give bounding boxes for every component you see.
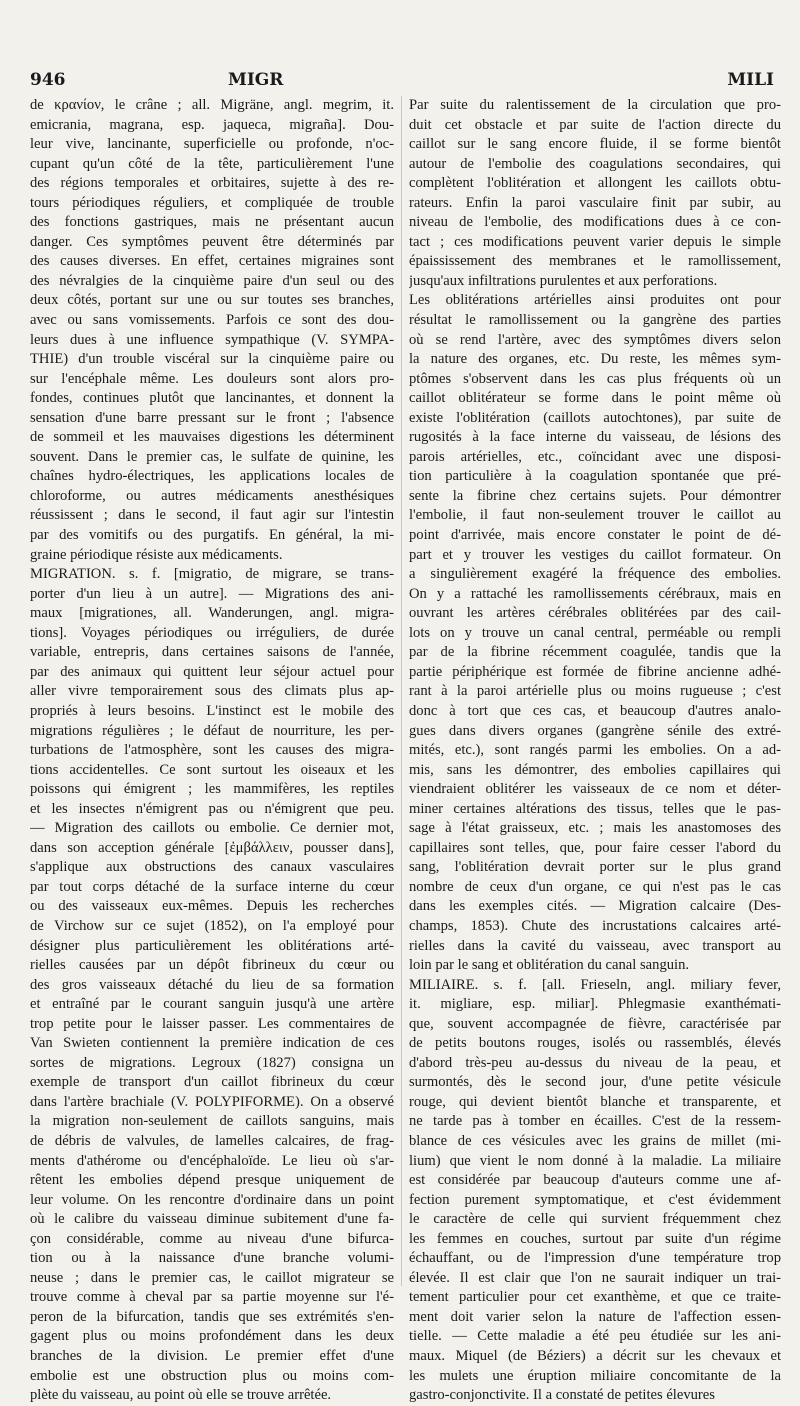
text-line: MILIAIRE. s. f. [all. Frieseln, angl. miliary fever, — [409, 976, 781, 993]
text-line: élevée. Il est clair que l'on ne saurait indiquer un trai- — [409, 1269, 781, 1286]
text-line: it. migliare, esp. miliar]. Phlegmasie exanthémati- — [409, 996, 781, 1013]
text-line: de petits boutons rouges, isolés ou rassemblés, élevés — [409, 1035, 781, 1052]
text-line: complètent l'oblitération et allongent les caillots obtu- — [409, 175, 781, 192]
text-line: les mulets une éruption miliaire concomitante de la — [409, 1367, 781, 1384]
text-line: le caractère de celle qui survient fréquemment chez — [409, 1211, 781, 1228]
text-line: par tout corps détaché de la surface interne du cœur — [30, 878, 394, 895]
text-line: cupant qu'un côté de la tête, particulièrement l'une — [30, 155, 394, 172]
text-line: caillot oblitérateur se forme dans le point même où — [409, 390, 781, 407]
text-line: Les oblitérations artérielles ainsi produites ont pour — [409, 292, 781, 309]
column-divider — [401, 96, 402, 1286]
text-line: ne tarde pas à tomber en écailles. C'est de la ressem- — [409, 1113, 781, 1130]
text-line: maux [migrationes, all. Wanderungen, angl. migra- — [30, 605, 394, 622]
text-line: sortes de migrations. Legroux (1827) consigna un — [30, 1054, 394, 1071]
text-line: sensation d'une barre pressant sur le front ; l'absence — [30, 409, 394, 426]
text-line: plète du vaisseau, au point où elle se trouve arrêtée. — [30, 1387, 332, 1404]
text-line: tions accidentelles. Ce sont surtout les oiseaux et les — [30, 761, 394, 778]
text-line: point d'arrivée, mais encore constater le point de dé- — [409, 527, 781, 544]
text-line: propriés à leurs besoins. L'instinct est le mobile des — [30, 702, 394, 719]
text-line: Van Swieten contiennent la première indication de ces — [30, 1035, 394, 1052]
text-line: l'embolie, il faut non-seulement trouver le caillot au — [409, 507, 781, 524]
text-line: jusqu'aux infiltrations purulentes et aux perforations. — [409, 272, 718, 289]
text-line: de Virchow sur ce sujet (1852), on l'a employé pour — [30, 917, 394, 934]
text-line: fection purement symptomatique, et c'est évidemment — [409, 1191, 781, 1208]
text-line: partie périphérique est formée de fibrine ancienne adhé- — [409, 663, 781, 680]
text-line: gagent plus ou moins profondément dans les deux — [30, 1328, 394, 1345]
text-line: ment doit varier selon la nature de l'affection essen- — [409, 1308, 781, 1325]
text-line: maux. Miquel (de Béziers) a décrit sur les chevaux et — [409, 1348, 781, 1364]
text-line: résultat le ramollissement ou la gangrène des parties — [409, 312, 781, 329]
text-line: donc à tort que ces cas, et beaucoup d'autres analo- — [409, 702, 781, 719]
text-line: et entraîné par le courant sanguin jusqu'à une artère — [30, 996, 394, 1013]
right-column — [409, 96, 781, 1406]
text-line: part et y trouver les vestiges du caillot formateur. On — [409, 546, 781, 563]
text-line: de sommeil et les mauvaises digestions les déterminent — [30, 429, 394, 446]
text-line: THIE) d'un trouble viscéral sur la cinquième paire ou — [30, 351, 394, 368]
text-line: où le calibre du vaisseau diminue subitement d'une fa- — [30, 1211, 394, 1228]
text-line: par de la fibrine récemment coagulée, tandis que la — [409, 644, 781, 661]
text-line: graine périodique résiste aux médicaments. — [30, 546, 283, 563]
text-line: niveau de l'embolie, des modifications dues à ce con- — [409, 214, 781, 231]
right-running-head: MILI — [727, 70, 774, 90]
text-line: rielles causées par un dépôt fibrineux du cœur ou — [30, 957, 394, 974]
text-line: réussissent ; dans le second, il faut agir sur l'intestin — [30, 507, 394, 524]
text-line: blance de ces vésicules avec les grains de millet (mi- — [409, 1132, 781, 1149]
text-line: épaississement des membranes et le ramollissement, — [409, 253, 781, 270]
text-line: exemple de transport d'un caillot fibrineux du cœur — [30, 1074, 394, 1091]
text-line: loin par le sang et oblitération du canal sanguin. — [409, 957, 690, 974]
text-line: les femmes en couches, surtout par suite d'un régime — [409, 1230, 781, 1247]
text-line: a singulièrement exagéré la fréquence des embolies. — [409, 566, 781, 583]
text-line: gastro-conjonctivite. Il a constaté de petites élevures — [409, 1387, 715, 1404]
text-line: embolie est une obstruction plus ou moins com- — [30, 1367, 394, 1384]
text-line: poissons qui émigrent ; les mammifères, les reptiles — [30, 781, 394, 798]
text-line: d'abord très-peu au-dessus du niveau de la peau, et — [409, 1054, 781, 1071]
text-line: On y a rattaché les ramollissements cérébraux, mais en — [409, 585, 781, 602]
text-line: des causes diverses. En effet, certaines migraines sont — [30, 253, 394, 270]
text-line: lium) que vient le nom donné à la maladie. La miliaire — [409, 1152, 781, 1169]
text-line: duit cet obstacle et par suite de l'action directe du — [409, 116, 781, 133]
text-line: rielles dans la cavité du vaisseau, avec transport au — [409, 937, 781, 954]
text-line: tion particulière à la coagulation spontanée que pré- — [409, 468, 781, 485]
text-line: deux côtés, portant sur une ou sur toutes ses branches, — [30, 292, 394, 309]
text-line: tours périodiques réguliers, et compliquée de trouble — [30, 194, 394, 211]
text-line: trop petite pour le laisser passer. Les commentaires de — [30, 1015, 394, 1032]
text-line: la migration non-seulement de caillots sanguins, mais — [30, 1113, 394, 1130]
text-line: chloroforme, ou autres médicaments anesthésiques — [30, 487, 394, 504]
text-line: rateurs. Enfin la paroi vasculaire finit par subir, au — [409, 194, 781, 211]
text-line: branches de la division. Le premier effet d'une — [30, 1348, 394, 1364]
text-line: de débris de valvules, de lamelles calcaires, de frag- — [30, 1132, 394, 1149]
text-line: ouvrant les artères cérébrales oblitérées par des cail- — [409, 605, 781, 622]
text-line: neuse ; dans le premier cas, le caillot migrateur se — [30, 1269, 394, 1286]
text-line: où se rend l'artère, avec des symptômes divers selon — [409, 331, 781, 348]
text-line: variable, entrepris, dans certaines saisons de l'année, — [30, 644, 394, 661]
text-line: — Migration des caillots ou embolie. Ce dernier mot, — [30, 820, 394, 837]
text-line: dans les exemples cités. — Migration calcaire (Des- — [409, 898, 781, 915]
text-line: souvent. Dans le premier cas, le sulfate de quinine, les — [30, 448, 394, 465]
text-line: trouve comme à cheval par sa partie moyenne sur l'é- — [30, 1289, 394, 1306]
text-line: que, souvent accompagnée de fièvre, caractérisée par — [409, 1015, 781, 1032]
text-line: ou des vaisseaux eux-mêmes. Depuis les recherches — [30, 898, 394, 915]
text-line: ptômes s'observent dans les cas plus fréquents où un — [409, 370, 781, 387]
text-line: des régions temporales et orbitaires, sujette à des re- — [30, 175, 394, 192]
text-line: la nature des organes, etc. Du reste, les mêmes sym- — [409, 351, 781, 368]
text-line: désigner plus particulièrement les oblitérations arté- — [30, 937, 394, 954]
text-line: sang, l'oblitération devrait porter sur le plus grand — [409, 859, 781, 876]
left-column — [30, 96, 394, 1406]
text-line: leur vive, lancinante, superficielle ou profonde, n'oc- — [30, 136, 394, 153]
text-line: des névralgies de la cinquième paire d'un seul ou des — [30, 272, 394, 289]
text-line: par des vomitifs ou des purgatifs. En général, la mi- — [30, 527, 394, 544]
text-line: sente la fibrine chez certains sujets. Pour démontrer — [409, 487, 781, 504]
text-line: miner certaines altérations des tissus, telles que le pas- — [409, 800, 781, 817]
text-line: mités, etc.), sont rangés parmi les embolies. On a ad- — [409, 742, 781, 759]
text-line: emicrania, magrana, esp. jaqueca, migraña]. Dou- — [30, 116, 394, 133]
text-line: sur l'encéphale même. Les douleurs sont alors pro- — [30, 370, 394, 387]
text-line: autour de l'embolie des coagulations secondaires, qui — [409, 155, 781, 172]
text-line: viendraient oblitérer les vaisseaux de ce nom et déter- — [409, 781, 781, 798]
text-line: avec ou sans vomissements. Parfois ce sont des dou- — [30, 312, 394, 329]
text-line: parois artérielles, etc., coïncidant avec une disposi- — [409, 448, 781, 465]
text-line: tions]. Voyages périodiques ou irréguliers, de durée — [30, 624, 394, 641]
left-running-head: MIGR — [228, 70, 284, 90]
text-line: nombre de ceux d'un organe, ce qui n'est pas le cas — [409, 878, 781, 895]
text-line: rugosités à la face interne du vaisseau, de lésions des — [409, 429, 781, 446]
text-line: est considérée par beaucoup d'auteurs comme une af- — [409, 1172, 781, 1189]
text-line: tact ; ces modifications peuvent varier depuis le simple — [409, 233, 781, 250]
text-line: leur volume. On les rencontre d'ordinaire dans un point — [30, 1191, 394, 1208]
text-line: leurs dues à une influence sympathique (V. SYMPA- — [30, 331, 394, 348]
text-line: de κρανίον, le crâne ; all. Migräne, angl. megrim, it. — [30, 97, 394, 113]
text-line: sage à l'état graisseux, etc. ; mais les anastomoses des — [409, 820, 781, 837]
text-line: capillaires sont telles, que, pour faire cesser l'abord du — [409, 839, 781, 856]
text-line: Par suite du ralentissement de la circulation que pro- — [409, 97, 781, 113]
text-line: chaînes hydro-électriques, les applications locales de — [30, 468, 394, 485]
text-line: existe l'oblitération (caillots autochtones), par suite de — [409, 409, 781, 426]
text-line: rouge, qui devient bientôt blanche et transparente, et — [409, 1093, 781, 1110]
text-line: caillot sur le sang encore fluide, il se forme bientôt — [409, 136, 781, 153]
text-line: gues dans divers organes (gangrène sénile des extré- — [409, 722, 781, 739]
text-line: çon considérable, comme au niveau d'une bifurca- — [30, 1230, 394, 1247]
text-line: rant à la paroi artérielle plus ou moins rugueuse ; c'est — [409, 683, 781, 700]
text-line: porter d'un lieu à un autre]. — Migrations des ani- — [30, 585, 394, 602]
text-line: aller vivre temporairement sous des climats plus ap- — [30, 683, 394, 700]
text-line: lots on y trouve un canal central, perméable ou rempli — [409, 624, 781, 641]
text-line: turbations de l'atmosphère, sont les causes des migra- — [30, 742, 394, 759]
text-line: danger. Ces symptômes peuvent être déterminés par — [30, 233, 394, 250]
text-line: migrations régulières ; le défaut de nourriture, les per- — [30, 722, 394, 739]
text-line: tement particulier pour cet exanthème, et que ce traite- — [409, 1289, 781, 1306]
text-line: et les insectes n'émigrent pas ou n'émigrent que peu. — [30, 800, 394, 817]
page-header — [30, 70, 790, 94]
page-number: 946 — [30, 70, 66, 90]
text-line: ments d'athérome ou d'encéphaloïde. Le lieu où s'ar- — [30, 1152, 394, 1169]
text-line: dans son acception générale [ἐμβάλλειν, pousser dans], — [30, 839, 394, 856]
text-line: mis, sans les démontrer, des embolies capillaires qui — [409, 761, 781, 778]
text-line: des fonctions gastriques, mais ne présentant aucun — [30, 214, 394, 231]
text-line: échauffant, ou de l'impression d'une température trop — [409, 1250, 781, 1267]
text-line: dans l'artère brachiale (V. POLYPIFORME). On a observé — [30, 1093, 394, 1110]
text-line: tielle. — Cette maladie a été peu étudiée sur les ani- — [409, 1328, 781, 1345]
text-line: fondes, continues plutôt que lancinantes, et donnent la — [30, 390, 394, 407]
text-line: champs, 1853). Chute des incrustations calcaires arté- — [409, 917, 781, 934]
text-line: MIGRATION. s. f. [migratio, de migrare, se trans- — [30, 566, 394, 583]
text-line: s'applique aux obstructions des canaux vasculaires — [30, 859, 394, 876]
text-line: des gros vaisseaux détaché du lieu de sa formation — [30, 976, 394, 993]
text-line: peron de la bifurcation, tandis que ses extrémités s'en- — [30, 1308, 394, 1325]
text-line: surmontés, dès le second jour, d'une petite vésicule — [409, 1074, 781, 1091]
text-line: tion ou à la naissance d'une branche volumi- — [30, 1250, 394, 1267]
text-line: rêtent les embolies dépend presque uniquement de — [30, 1172, 394, 1189]
text-line: par des animaux qui quittent leur séjour actuel pour — [30, 663, 394, 680]
